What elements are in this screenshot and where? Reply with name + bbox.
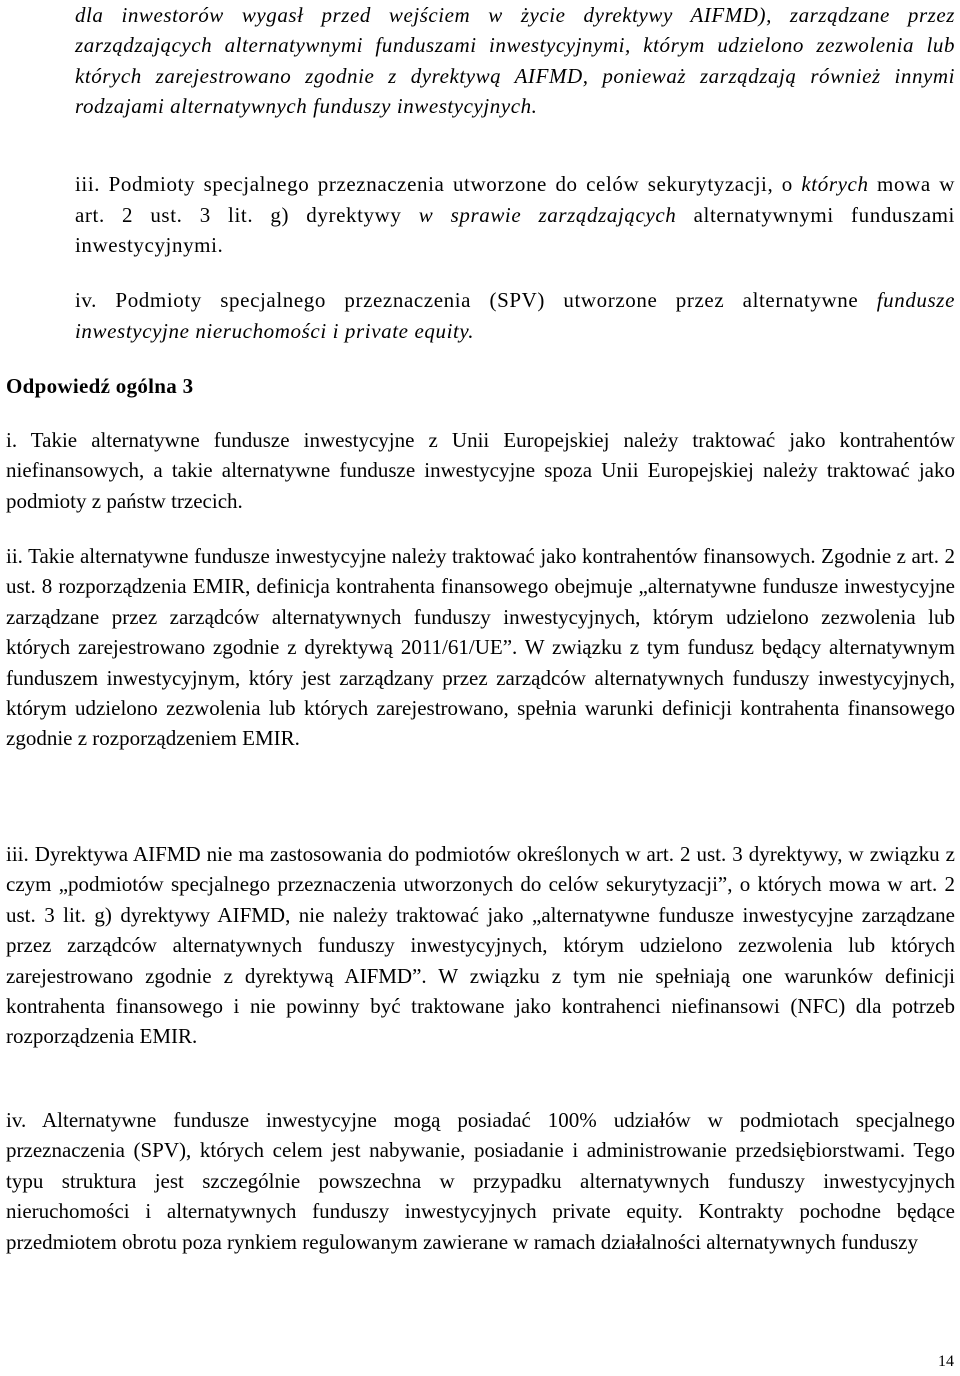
item-text-italic: których <box>801 172 869 196</box>
list-item-iii <box>75 169 955 261</box>
answer-paragraph-i: i. Takie alternatywne fundusze inwestycyjne z Unii Europejskiej należy traktować jako kontrahentów niefinansowych, a takie alternatywne fundusze inwestycyjne spoza Unii Europejskiej należy traktować jako podmioty z państw trzecich. <box>6 428 955 513</box>
item-text-italic: fundusze inwestycyjne nieruchomości i private equity. <box>75 288 955 343</box>
intro-line: dla inwestorów wygasł przed wejściem w życie dyrektywy AIFMD), zarządzane <box>75 3 890 27</box>
section-heading: Odpowiedź ogólna 3 <box>6 374 194 398</box>
intro-paragraph <box>75 0 955 122</box>
intro-line: udzielono zezwolenia lub których zarejestrowano zgodnie z dyrektywą AIFMD, <box>75 33 956 88</box>
item-text: iii. Podmioty specjalnego przeznaczenia utworzone do celów sekurytyzacji, o <box>75 172 802 196</box>
item-text: iv. Podmioty specjalnego przeznaczenia (SPV) utworzone przez alternatywne <box>75 288 877 312</box>
answer-paragraph-iii: iii. Dyrektywa AIFMD nie ma zastosowania do podmiotów określonych w art. 2 ust. 3 dyrektywy, w związku z czym „podmiotów specjalnego przeznaczenia utworzonych do celów sekurytyzacji”, o których mowa w art. 2 ust. 3 lit. g) dyrektywy AIFMD, nie należy traktować jako „alternatywne fundusze inwestycyjne zarządzane przez zarządców alternatywnych funduszy inwestycyjnych, którym udzielono zezwolenia lub których zarejestrowano zgodnie z dyrektywą AIFMD”. W związku z tym nie spełniają one warunków definicji kontrahenta finansowego i nie powinny być traktowane jako kontrahenci niefinansowi (NFC) dla potrzeb rozporządzenia EMIR. <box>6 842 955 1049</box>
intro-line: przez zarządzających alternatywnymi funduszami inwestycyjnymi, którym <box>75 3 955 58</box>
item-text-italic: w sprawie zarządzających <box>418 202 677 227</box>
intro-line: inwestycyjnych. <box>396 94 538 119</box>
answer-paragraph-iv: iv. Alternatywne fundusze inwestycyjne mogą posiadać 100% udziałów w podmiotach specjalnego przeznaczenia (SPV), których celem jest nabywanie, posiadanie i administrowanie przedsiębiorstwami. Tego typu struktura jest szczególnie powszechna w przypadku alternatywnych funduszy inwestycyjnych nieruchomości i alternatywnych funduszy inwestycyjnych private equity. Kontrakty pochodne będące przedmiotem obrotu poza rynkiem regulowanym zawierane w ramach działalności alternatywnych funduszy <box>6 1108 955 1254</box>
list-item-iv <box>75 285 955 346</box>
page-number: 14 <box>938 1353 954 1370</box>
answer-paragraph-ii: ii. Takie alternatywne fundusze inwestycyjne należy traktować jako kontrahentów finansowych. Zgodnie z art. 2 ust. 8 rozporządzenia EMIR, definicja kontrahenta finansowego obejmuje „alternatywne fundusze inwestycyjne zarządzane przez zarządców alternatywnych funduszy inwestycyjnych, którym udzielono zezwolenia lub których zarejestrowano zgodnie z dyrektywą 2011/61/UE”. W związku z tym fundusz będący alternatywnym funduszem inwestycyjnym, który jest zarządzany przez zarządców alternatywnych funduszy inwestycyjnych, którym udzielono zezwolenia lub których zarejestrowano, spełnia warunki definicji kontrahenta finansowego zgodnie z rozporządzeniem EMIR. <box>6 544 955 751</box>
intro-line: ponieważ zarządzają również innymi rodzajami alternatywnych funduszy <box>75 63 955 119</box>
item-text: alternatywnymi funduszami inwestycyjnymi. <box>75 202 955 257</box>
item-text: mowa w art. 2 ust. 3 lit. g) dyrektywy <box>75 172 955 227</box>
